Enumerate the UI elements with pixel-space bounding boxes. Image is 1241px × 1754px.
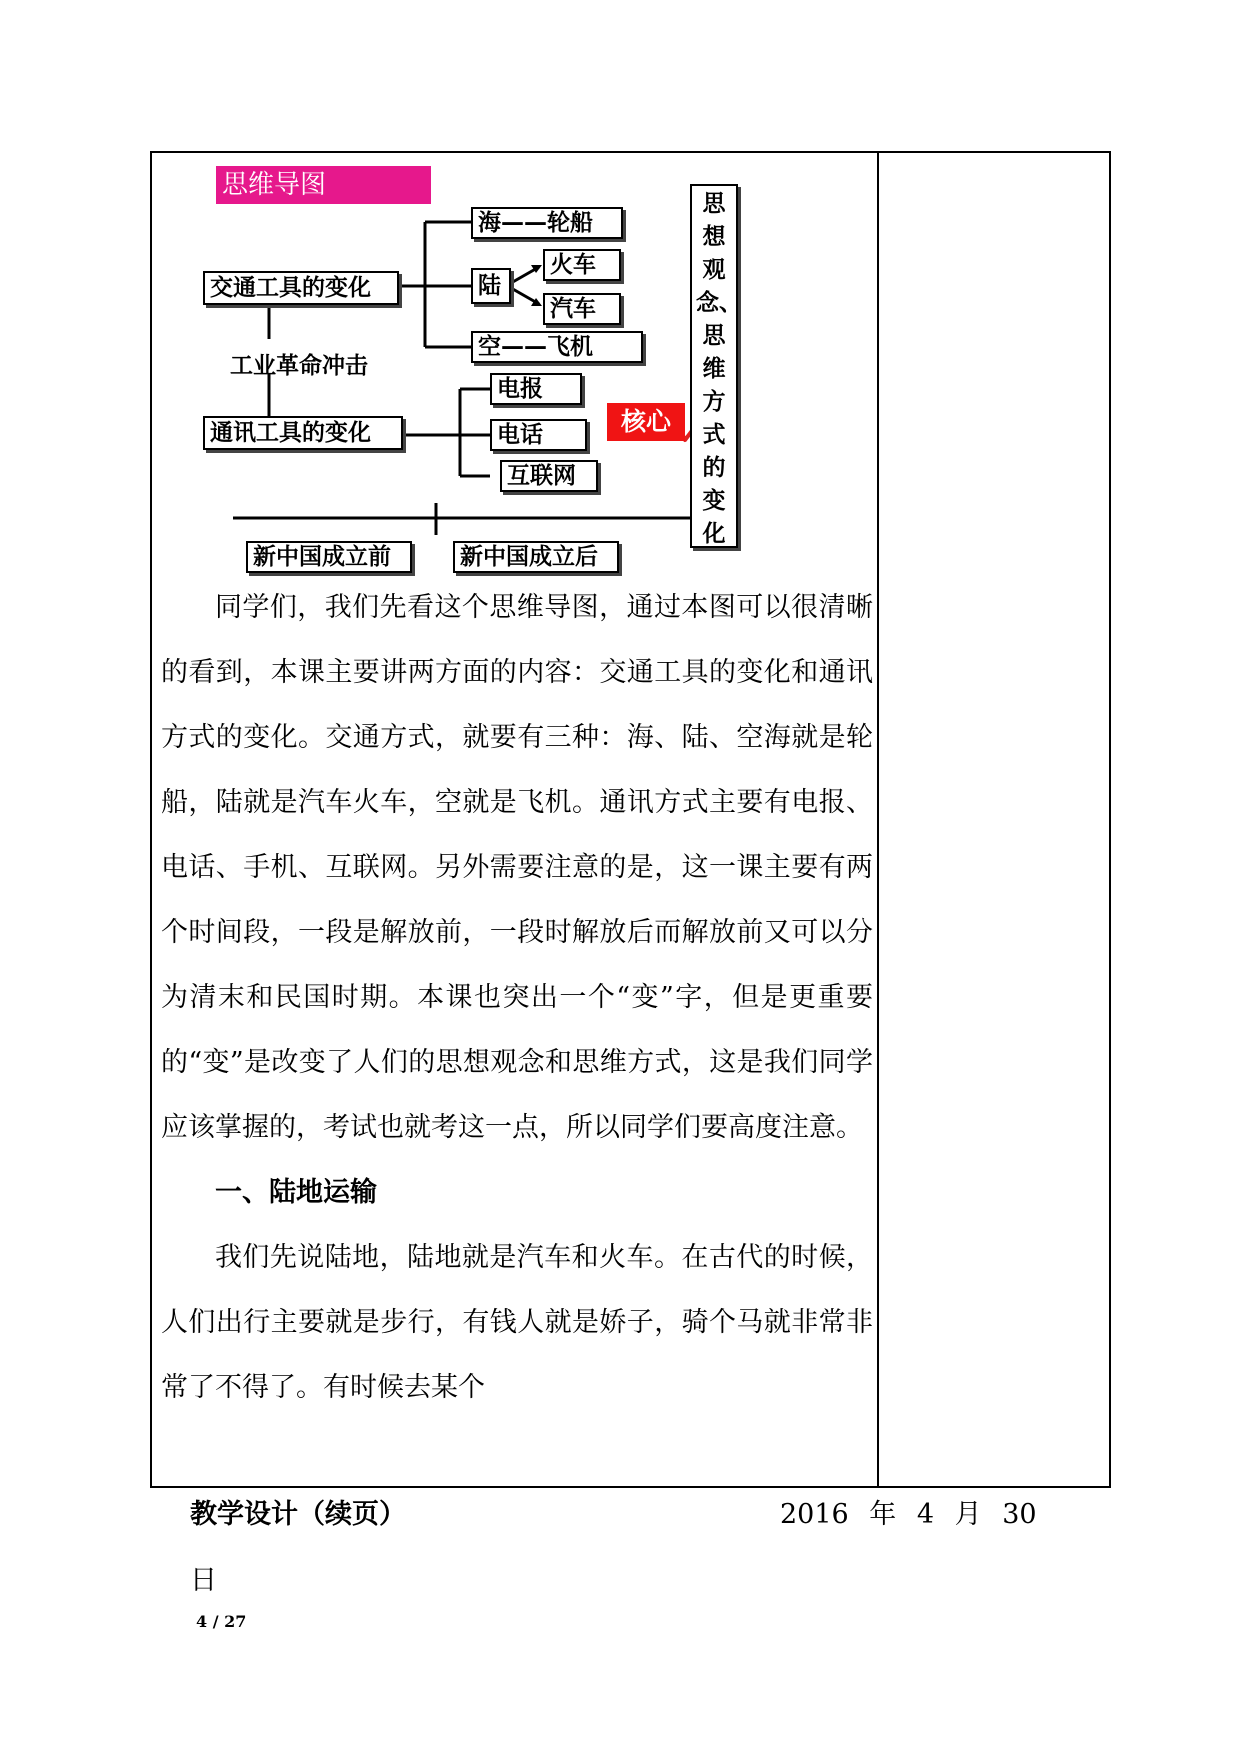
transport-node: 交通工具的变化 [203,271,399,305]
internet-node: 互联网 [500,460,598,492]
communication-node: 通讯工具的变化 [203,416,403,450]
intro-paragraph: 同学们，我们先看这个思维导图，通过本图可以很清晰的看到，本课主要讲两方面的内容：交通工具的变化和通讯方式的变化。交通方式，就要有三种：海、陆、空海就是轮船，陆就是汽车火车，空就是飞机。通讯方式主要有电报、电话、手机、互联网。另外需要注意的是，这一课主要有两个时间段，一段是解放前，一段时解放后而解放前又可以分为清末和民国时期。本课也突出一个“变”字，但是更重要的“变”是改变了人们的思想观念和思维方式，这是我们同学应该掌握的，考试也就考这一点，所以同学们要高度注意。 [161,592,873,1143]
section-heading: 一、陆地运输 [215,1177,377,1208]
telegraph-node: 电报 [490,373,582,405]
design-continued-title: 教学设计（续页） [190,1499,406,1530]
mind-map [150,151,878,581]
mind-map-title: 思维导图 [216,166,431,204]
before-label: 新中国成立前 [246,541,412,573]
date-day-text: 日 [190,1565,217,1596]
train-node: 火车 [543,249,621,281]
land-paragraph: 我们先说陆地，陆地就是汽车和火车。在古代的时候，人们出行主要就是步行，有钱人就是娇子，骑个马就非常非常了不得了。有时候去某个 [161,1242,873,1403]
telephone-node: 电话 [490,419,587,451]
lesson-text [161,575,873,1420]
air-node: 空——飞机 [471,331,643,363]
after-label: 新中国成立后 [453,541,619,573]
thinking-change-box: 思想观念、思维方式的变化 [690,184,738,548]
land-node: 陆 [471,268,511,304]
page-number: 4 / 27 [196,1612,247,1631]
sea-node: 海——轮船 [471,207,623,239]
date-text: 2016 年 4 月 30 [780,1499,1037,1530]
industrial-revolution-label: 工业革命冲击 [230,353,368,379]
car-node: 汽车 [543,293,621,325]
core-label: 核心 [607,403,685,441]
